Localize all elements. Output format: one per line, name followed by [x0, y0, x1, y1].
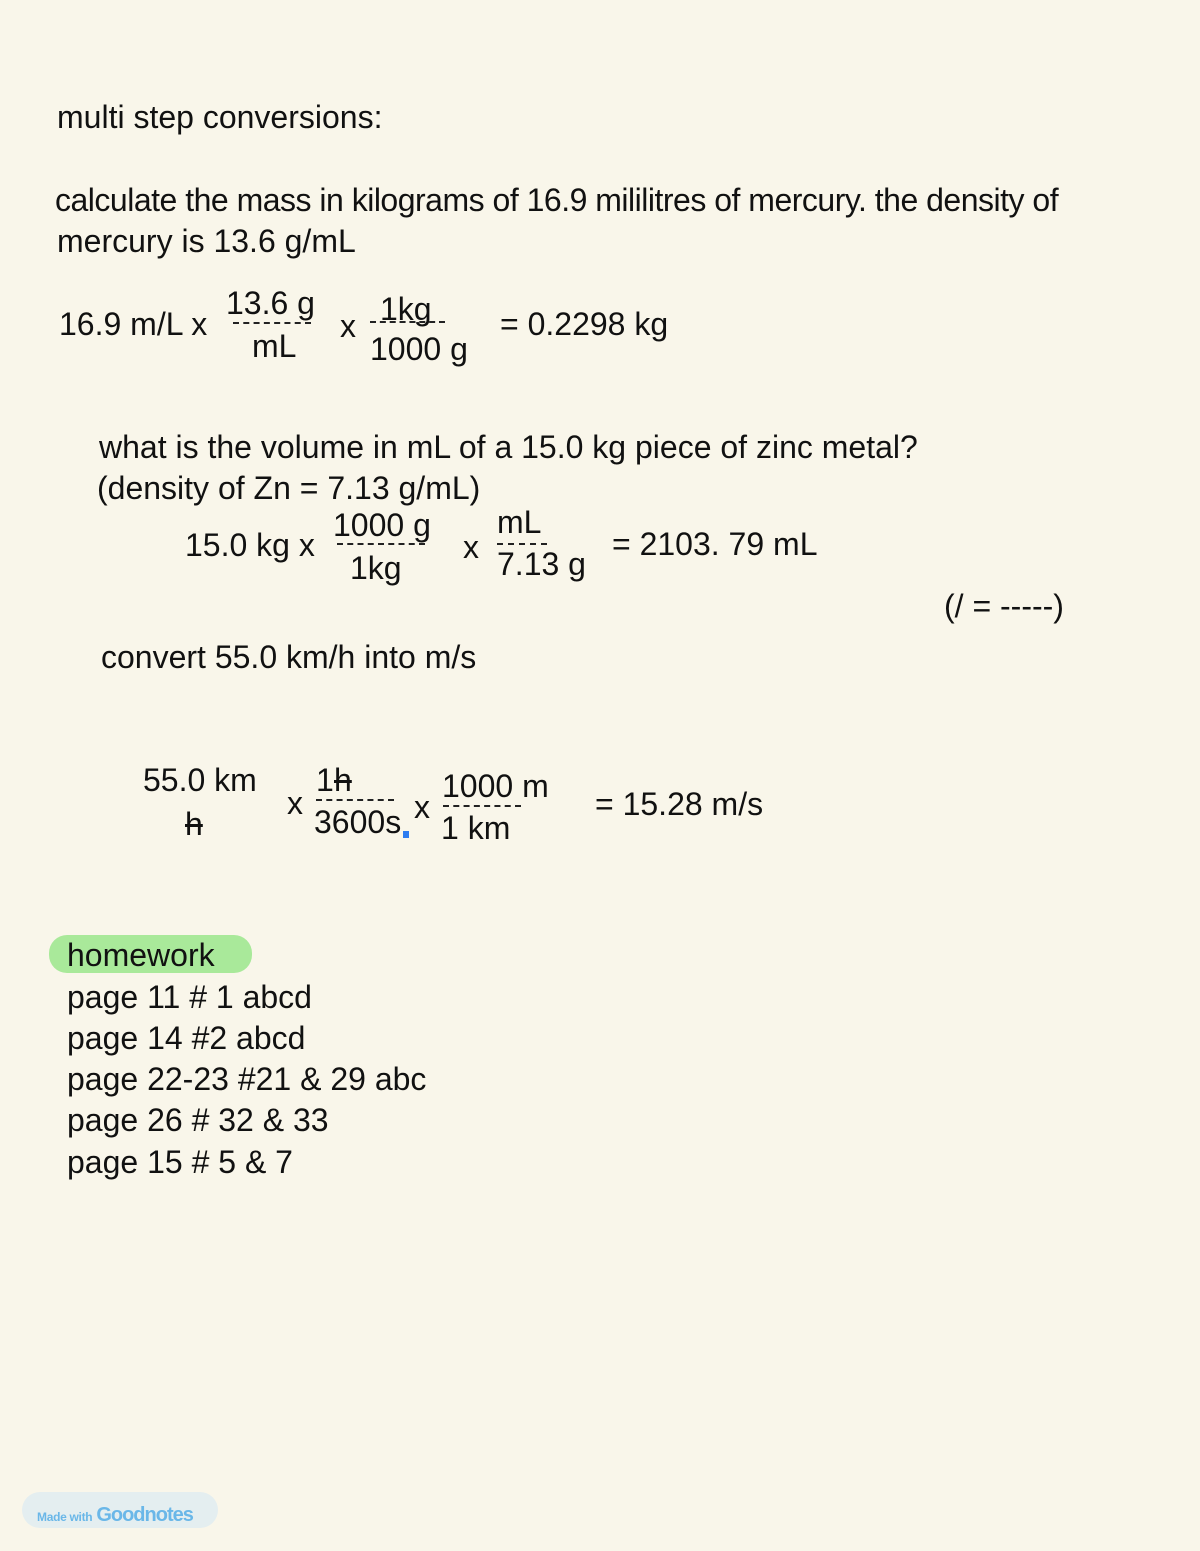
problem3-frac1-numerator-b: h: [334, 762, 352, 798]
text-cursor: [403, 831, 409, 838]
problem1-frac2-denominator: 1000 g: [370, 331, 468, 367]
problem3-start-numerator: 55.0 km: [143, 762, 257, 798]
problem3-frac2-numerator: 1000 m: [442, 768, 549, 804]
problem3-frac1-denominator: 3600s: [314, 804, 402, 840]
problem1-frac2-bar: [370, 321, 445, 323]
problem3-frac1-bar: [316, 799, 394, 801]
homework-label: homework: [67, 937, 215, 973]
problem3-start-denominator: h: [185, 806, 203, 842]
homework-item: page 26 # 32 & 33: [67, 1102, 329, 1138]
problem2-frac2-numerator: mL: [497, 504, 542, 540]
problem1-question-line1: calculate the mass in kilograms of 16.9 mililitres of mercury. the density of: [55, 182, 1059, 218]
problem2-start: 15.0 kg x: [185, 527, 315, 563]
problem3-frac1-numerator-a: 1: [316, 762, 334, 798]
homework-item: page 15 # 5 & 7: [67, 1144, 293, 1180]
goodnotes-logo: Goodnotes: [96, 1504, 193, 1526]
problem1-frac2-numerator: 1kg: [380, 291, 432, 327]
problem2-note: (/ = -----): [944, 588, 1064, 624]
problem3-frac2-bar: [443, 805, 521, 807]
problem3-question: convert 55.0 km/h into m/s: [101, 639, 477, 675]
problem2-result: = 2103. 79 mL: [612, 526, 818, 562]
problem1-frac1-numerator: 13.6 g: [226, 285, 315, 321]
problem1-times: x: [340, 308, 356, 344]
problem2-frac1-denominator: 1kg: [350, 550, 402, 586]
problem2-times: x: [463, 529, 479, 565]
problem2-frac2-denominator: 7.13 g: [497, 546, 586, 582]
problem1-frac1-bar: [233, 322, 311, 324]
problem2-frac1-bar: [337, 543, 425, 545]
problem3-frac2-denominator: 1 km: [441, 810, 511, 846]
watermark-prefix: Made with: [37, 1510, 93, 1524]
problem3-result: = 15.28 m/s: [595, 786, 764, 822]
problem3-times2: x: [414, 789, 430, 825]
goodnotes-watermark[interactable]: [22, 1492, 218, 1528]
homework-item: page 14 #2 abcd: [67, 1020, 306, 1056]
problem1-result: = 0.2298 kg: [500, 306, 669, 342]
problem1-question-line2: mercury is 13.6 g/mL: [57, 223, 356, 259]
problem2-frac2-bar: [497, 543, 547, 545]
page-heading: multi step conversions:: [57, 99, 383, 135]
problem2-question-line2: (density of Zn = 7.13 g/mL): [97, 470, 481, 506]
problem1-frac1-denominator: mL: [252, 328, 297, 364]
problem3-times1: x: [287, 785, 303, 821]
problem2-question-line1: what is the volume in mL of a 15.0 kg piece of zinc metal?: [99, 429, 918, 465]
problem2-frac1-numerator: 1000 g: [333, 507, 431, 543]
homework-item: page 22-23 #21 & 29 abc: [67, 1061, 427, 1097]
problem1-start: 16.9 m/L x: [59, 306, 208, 342]
homework-item: page 11 # 1 abcd: [67, 979, 312, 1015]
